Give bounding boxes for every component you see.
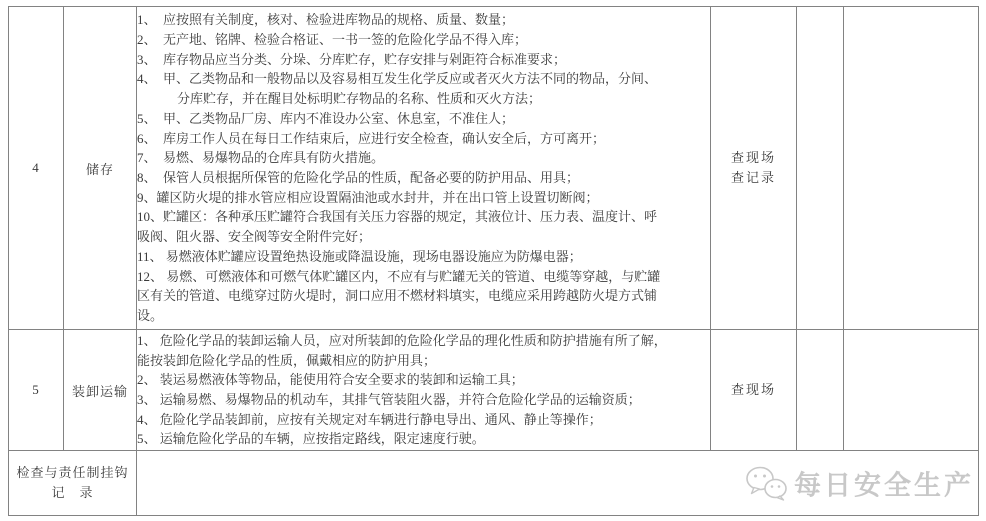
table-row-footer	[9, 451, 979, 516]
table-row-storage	[9, 7, 979, 330]
content-line: 5、 运输危险化学品的车辆，应按指定路线，限定速度行驶。	[137, 431, 485, 447]
check-method-line: 查现场	[730, 150, 776, 165]
content-line: 4、 甲、乙类物品和一般物品以及容易相互发生化学反应或者灭火方法不同的物品，分间、	[137, 71, 658, 87]
content-line: 6、 库房工作人员在每日工作结束后，应进行安全检查，确认安全后，方可离开；	[137, 130, 606, 146]
footer-label-line2: 记 录	[51, 485, 94, 500]
check-method-line: 查现场	[730, 382, 776, 397]
row-number: 5	[9, 330, 64, 451]
row-content	[137, 330, 711, 451]
row-check-method	[711, 330, 797, 451]
watermark	[745, 464, 974, 503]
empty-cell	[797, 330, 844, 451]
content-line: 3、 库存物品应当分类、分垛、分库贮存，贮存安排与剁距符合标准要求；	[137, 51, 567, 67]
row-check-method	[711, 7, 797, 330]
footer-label-line1: 检查与责任制挂钩	[16, 465, 129, 480]
table-row-transport	[9, 330, 979, 451]
content-line: 5、 甲、乙类物品厂房、库内不准设办公室、休息室，不准住人；	[137, 110, 515, 126]
check-method-line: 查记录	[730, 170, 776, 185]
content-line: 2、 无产地、铭牌、检验合格证、一书一签的危险化学品不得入库；	[137, 32, 528, 48]
content-line: 7、 易燃、易爆物品的仓库具有防火措施。	[137, 150, 385, 166]
wechat-icon	[745, 464, 789, 502]
content-line: 能按装卸危险化学品的性质，佩戴相应的防护用具；	[137, 352, 437, 368]
content-line: 11、 易燃液体贮罐应设置绝热设施或降温设施，现场电器设施应为防爆电器；	[137, 248, 582, 264]
empty-cell	[844, 330, 979, 451]
content-line: 8、 保管人员根据所保管的危险化学品的性质，配备必要的防护用品、用具；	[137, 170, 580, 185]
content-line: 吸阀、阻火器、安全阀等安全附件完好；	[137, 229, 372, 245]
content-line: 设。	[137, 307, 164, 323]
content-line: 3、 运输易燃、易爆物品的机动车，其排气管装阻火器，并符合危险化学品的运输资质；	[137, 392, 641, 407]
row-number: 4	[9, 7, 64, 330]
row-category: 装卸运输	[64, 330, 137, 451]
content-line: 9、罐区防火堤的排水管应相应设置隔油池或水封井，并在出口管上设置切断阀；	[137, 189, 599, 205]
empty-cell	[844, 7, 979, 330]
content-line: 12、 易燃、可燃液体和可燃气体贮罐区内，不应有与贮罐无关的管道、电缆等穿越，与贮罐	[137, 268, 661, 284]
content-line: 区有关的管道、电缆穿过防火堤时，洞口应用不燃材料填实，电缆应采用跨越防火堤方式铺	[137, 288, 658, 304]
content-line: 4、 危险化学品装卸前，应按有关规定对车辆进行静电导出、通风、静止等操作；	[137, 411, 602, 427]
content-line: 1、 危险化学品的装卸运输人员，应对所装卸的危险化学品的理化性质和防护措施有所了解，	[137, 332, 667, 348]
content-line: 2、 装运易燃液体等物品，能使用符合安全要求的装卸和运输工具；	[137, 372, 524, 388]
footer-record-cell	[137, 451, 979, 516]
footer-label	[9, 451, 137, 516]
inspection-table	[8, 6, 979, 516]
content-line: 分库贮存，并在醒目处标明贮存物品的名称、性质和灭火方法；	[177, 91, 542, 107]
watermark-text: 每日安全生产	[794, 470, 974, 501]
empty-cell	[797, 7, 844, 330]
row-content	[137, 7, 711, 330]
content-line: 10、贮罐区：各种承压贮罐符合我国有关压力容器的规定，其液位计、压力表、温度计、呼	[137, 209, 658, 225]
row-category: 储存	[64, 7, 137, 330]
content-line: 1、 应按照有关制度，核对、检验进库物品的规格、质量、数量；	[137, 12, 515, 28]
